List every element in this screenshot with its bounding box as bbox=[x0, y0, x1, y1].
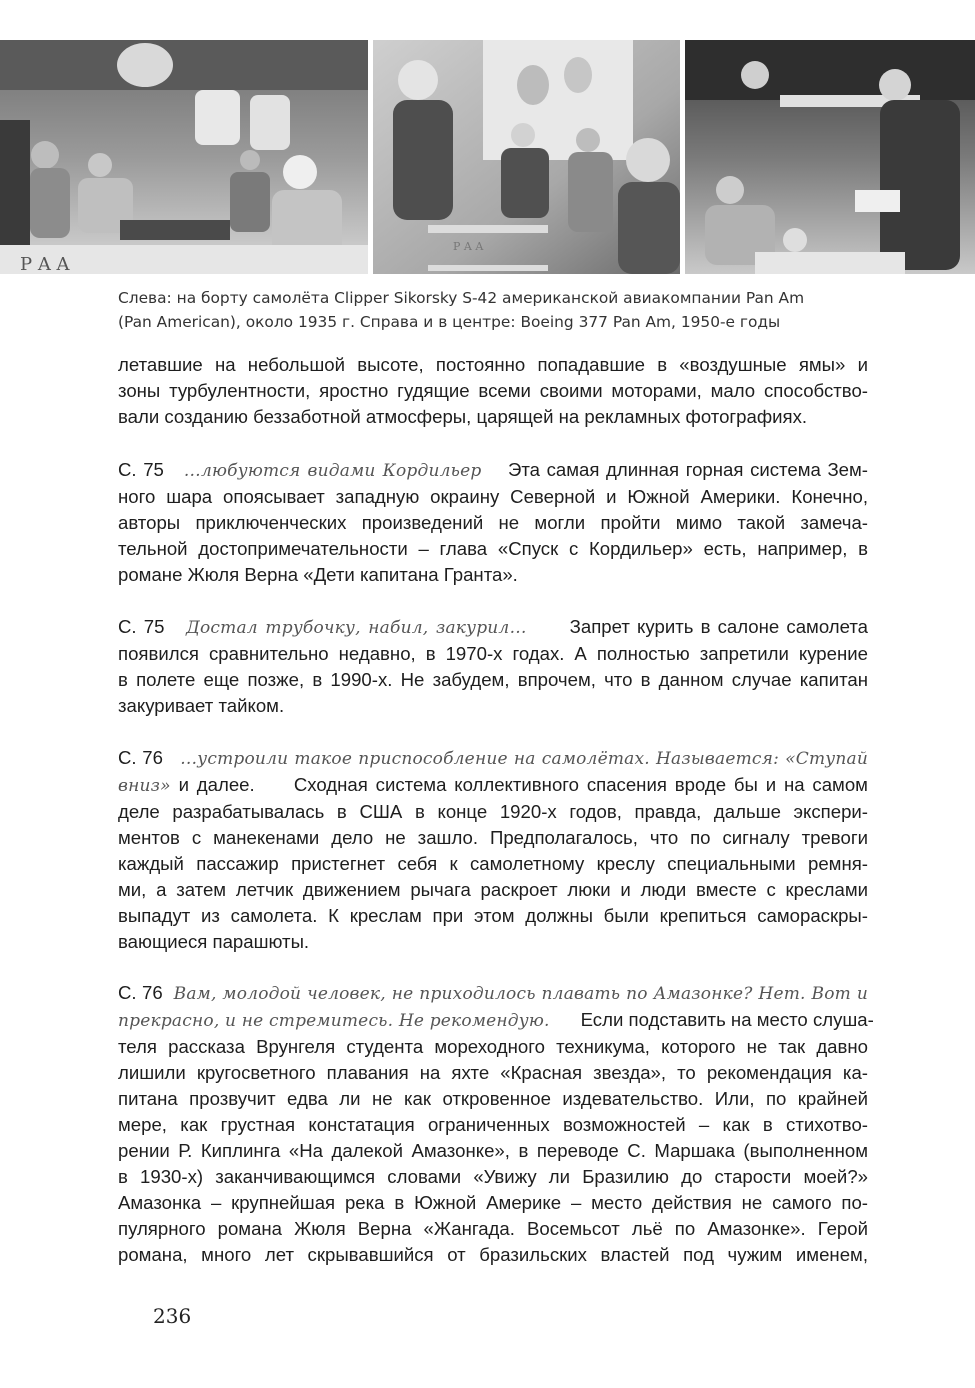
text-line: вающиеся парашюты. bbox=[118, 931, 310, 952]
note-first-line bbox=[118, 980, 868, 1007]
note-pipe-smoking bbox=[118, 614, 868, 719]
quoted-phrase: Вам, молодой человек, не приходилось плавать по Амазонке? Нет. Вот и bbox=[173, 984, 868, 1004]
text-line: ментов с манекенами дело не зашло. Предполагалось, что по сигналу тревоги bbox=[118, 827, 868, 848]
caption-line: (Pan American), около 1935 г. Справа и в центре: Boeing 377 Pan Am, 1950-е годы bbox=[118, 313, 781, 331]
quoted-phrase: вниз» bbox=[118, 776, 171, 796]
text-line: мере, как грустная констатация ограниченных возможностей – как в стихотво- bbox=[118, 1114, 868, 1135]
note-first-line bbox=[118, 745, 868, 772]
note-text: Запрет курить в салоне самолета bbox=[569, 616, 868, 637]
caption-line: Слева: на борту самолёта Clipper Sikorsky S-42 американской авиакомпании Pan Am bbox=[118, 289, 805, 307]
note-first-line bbox=[118, 457, 868, 484]
text-line: ного шара опоясывает западную окраину Северной и Южной Америки. Конечно, bbox=[118, 486, 868, 507]
photo-caption bbox=[118, 286, 878, 334]
note-text: Эта самая длинная горная система Зем- bbox=[507, 459, 868, 480]
text-line: авторы приключенческих произведений не могли пройти мимо такой замеча- bbox=[118, 512, 868, 533]
text-line: романе Жюля Верна «Дети капитана Гранта». bbox=[118, 564, 518, 585]
quoted-phrase: …любуются видами Кордильер bbox=[183, 461, 482, 481]
text-line: лишили кругосветного плавания на яхте «Красная звезда», то рекомендация ка- bbox=[118, 1062, 868, 1083]
text-line: выпадут из самолета. К креслам при этом должны были крепиться самораскры- bbox=[118, 905, 868, 926]
text-line: закуривает тайком. bbox=[118, 695, 285, 716]
quoted-phrase: Достал трубочку, набил, закурил… bbox=[185, 618, 527, 638]
text-line: романа, много лет скрывавшийся от бразильских властей под чужим именем, bbox=[118, 1244, 868, 1265]
text-line: питана прозвучит едва ли не как откровенное издевательство. Или, по крайней bbox=[118, 1088, 868, 1109]
text-line: летавшие на небольшой высоте, постоянно попадавшие в «воздушные ямы» и bbox=[118, 354, 868, 375]
photo-boeing-377-lounge bbox=[373, 40, 680, 274]
note-second-line bbox=[118, 1007, 874, 1034]
page-reference: С. 75 bbox=[118, 616, 165, 637]
note-amazon bbox=[118, 980, 874, 1268]
photo-sikorsky-cabin bbox=[0, 40, 368, 274]
note-text: Если подставить на место слуша- bbox=[580, 1009, 874, 1030]
quoted-phrase: …устроили такое приспособление на самолётах. Называется: «Ступай bbox=[180, 749, 868, 769]
page-reference: С. 75 bbox=[118, 459, 164, 480]
photo-strip bbox=[0, 40, 975, 274]
note-text: Сходная система коллективного спасения вроде бы и на самом bbox=[293, 774, 868, 795]
text-line: ми, а затем летчик движением рычага раскроет люки и люди вместе с креслами bbox=[118, 879, 868, 900]
page-reference: С. 76 bbox=[118, 982, 163, 1003]
text-line: в полете еще позже, в 1990-х. Не забудем, впрочем, что в данном случае капитан bbox=[118, 669, 868, 690]
text-line: каждый пассажир пристегнет себя к самолетному креслу специальными ремня- bbox=[118, 853, 868, 874]
text-line: деле разрабатывалась в США в конце 1920-х годов, правда, дальше экспери- bbox=[118, 801, 868, 822]
note-step-down bbox=[118, 745, 868, 955]
photo-paa-label-center: P A A bbox=[453, 240, 484, 253]
note-kordilleras bbox=[118, 457, 868, 588]
note-text: и далее. bbox=[178, 774, 255, 795]
text-line: пулярного романа Жюля Верна «Жангада. Восемьсот льё по Амазонке». Герой bbox=[118, 1218, 868, 1239]
intro-paragraph bbox=[118, 352, 868, 430]
note-second-line bbox=[118, 772, 868, 799]
text-line: в 1930-х) заканчивающимся словами «Увижу ли Бразилию до старости моей?» bbox=[118, 1166, 868, 1187]
note-first-line bbox=[118, 614, 868, 641]
text-line: зоны турбулентности, яростно гудящие всеми своими моторами, мало способство- bbox=[118, 380, 868, 401]
text-line: теля рассказа Врунгеля студента мореходного техникума, которого не так давно bbox=[118, 1036, 868, 1057]
quoted-phrase: прекрасно, и не стремитесь. Не рекомендую. bbox=[118, 1011, 550, 1031]
text-line: рении Р. Киплинга «На далекой Амазонке», в переводе С. Маршака (выполненном bbox=[118, 1140, 868, 1161]
text-line: тельной достопримечательности – глава «Спуск с Кордильер» есть, например, в bbox=[118, 538, 868, 559]
text-line: вали созданию беззаботной атмосферы, царящей на рекламных фотографиях. bbox=[118, 406, 808, 427]
text-line: появился сравнительно недавно, в 1970-х годах. А полностью запретили курение bbox=[118, 643, 868, 664]
photo-paa-label-left: P A A bbox=[20, 254, 70, 274]
page-reference: С. 76 bbox=[118, 747, 163, 768]
page-number: 236 bbox=[153, 1304, 192, 1328]
text-line: Амазонка – крупнейшая река в Южной Америке – место действия не самого по- bbox=[118, 1192, 868, 1213]
photo-boeing-377-berths bbox=[685, 40, 975, 274]
